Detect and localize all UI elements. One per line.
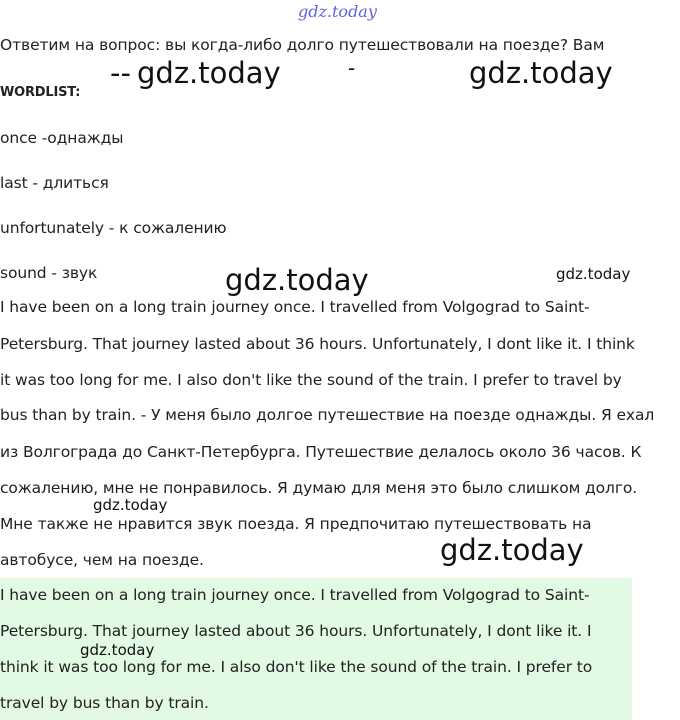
watermark: gdz.today: [469, 56, 613, 90]
watermark-top: gdz.today: [298, 2, 377, 21]
answer-line: Petersburg. That journey lasted about 36 hours. Unfortunately, I dont like it. I think: [0, 335, 635, 353]
wordlist-item: once -однажды: [0, 129, 124, 147]
wordlist-item: sound - звук: [0, 264, 98, 282]
answer-line: автобусе, чем на поезде.: [0, 551, 204, 569]
watermark-dash: -: [348, 56, 356, 80]
highlight-line: Petersburg. That journey lasted about 36 hours. Unfortunately, I dont like it. I: [0, 622, 592, 640]
wordlist-item: last - длиться: [0, 174, 109, 192]
watermark: gdz.today: [137, 56, 281, 90]
answer-line: сожалению, мне не понравилось. Я думаю для меня это было слишком долго.: [0, 479, 638, 497]
answer-line: it was too long for me. I also don't like the sound of the train. I prefer to travel by: [0, 371, 622, 389]
answer-line: bus than by train. - У меня было долгое путешествие на поезде однажды. Я ехал: [0, 406, 655, 424]
highlight-line: travel by bus than by train.: [0, 694, 209, 712]
highlight-line: think it was too long for me. I also don't like the sound of the train. I prefer to: [0, 658, 593, 676]
wordlist-title: WORDLIST:: [0, 85, 81, 100]
watermark: gdz.today: [556, 265, 631, 283]
wordlist-item: unfortunately - к сожалению: [0, 219, 227, 237]
answer-line: I have been on a long train journey once. I travelled from Volgograd to Saint-: [0, 298, 590, 316]
watermark: gdz.today: [80, 641, 155, 659]
answer-line: из Волгограда до Санкт-Петербурга. Путешествие делалось около 36 часов. К: [0, 443, 642, 461]
watermark-dashes: --: [110, 56, 131, 90]
highlight-line: I have been on a long train journey once. I travelled from Volgograd to Saint-: [0, 586, 590, 604]
answer-line: Мне также не нравится звук поезда. Я предпочитаю путешествовать на: [0, 515, 592, 533]
watermark: gdz.today: [93, 496, 168, 514]
watermark: gdz.today: [225, 263, 369, 297]
watermark: gdz.today: [440, 533, 584, 567]
question-text: Ответим на вопрос: вы когда-либо долго путешествовали на поезде? Вам: [0, 36, 605, 54]
